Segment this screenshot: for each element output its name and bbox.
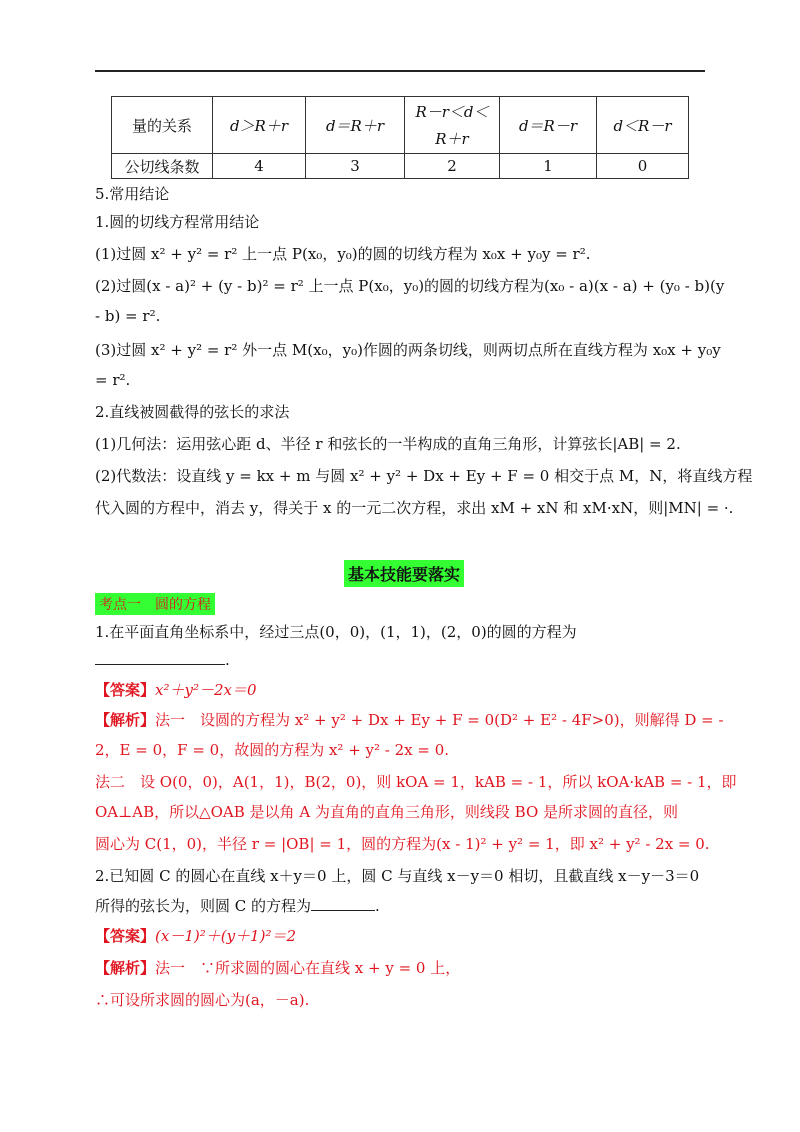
analysis-tag: 【解析】 [95, 711, 156, 729]
table-cell-line: R－r＜d＜ [415, 103, 489, 121]
text-line: 代入圆的方程中，消去 y，得关于 x 的一元二次方程，求出 xM + xN 和 xM·xN，则|MN| = ·. [95, 499, 734, 517]
table-cell-line: R＋r [435, 130, 469, 148]
table-cell: 3 [306, 154, 405, 179]
answer-text: x²＋y²－2x＝0 [155, 681, 257, 699]
analysis-line: OA⊥AB，所以△OAB 是以角 A 为直角的直角三角形，则线段 BO 是所求圆的直径，则 [95, 803, 679, 821]
problem-2-stem: 2.已知圆 C 的圆心在直线 x＋y＝0 上，圆 C 与直线 x－y＝0 相切，且截直线 x－y－3＝0 [95, 867, 700, 885]
heading-common-conclusions: 5.常用结论 [95, 185, 170, 203]
answer-blank [95, 650, 225, 665]
problem-1-analysis [95, 710, 724, 730]
problem-2-answer [95, 926, 296, 946]
table-cell: 量的关系 [112, 97, 213, 154]
table-cell: d＝R－r [500, 97, 597, 154]
problem-1-stem: 1.在平面直角坐标系中，经过三点(0，0)，(1，1)，(2，0)的圆的方程为 [95, 623, 577, 641]
analysis-text: 法一 ∵所求圆的圆心在直线 x + y = 0 上， [155, 959, 461, 977]
topic-tag: 考点一 圆的方程 [95, 593, 215, 615]
text-line: = r². [95, 371, 131, 389]
text-line: - b) = r². [95, 307, 161, 325]
problem-2-stem-line-2 [95, 896, 380, 916]
table-cell: 0 [597, 154, 689, 179]
problem-2-analysis [95, 958, 460, 978]
relation-table [111, 96, 689, 179]
stem-end: . [375, 897, 380, 915]
text-line: (2)过圆(x - a)² + (y - b)² = r² 上一点 P(x₀，y₀)的圆的切线方程为(x₀ - a)(x - a) + (y₀ - b)(y [95, 277, 725, 295]
analysis-line: 法二 设 O(0，0)，A(1，1)，B(2，0)，则 kOA = 1，kAB = - 1，所以 kOA·kAB = - 1，即 [95, 773, 737, 791]
answer-text: (x－1)²＋(y＋1)²＝2 [155, 927, 297, 945]
text-line: (2)代数法：设直线 y = kx + m 与圆 x² + y² + Dx + Ey + F = 0 相交于点 M，N，将直线方程 [95, 467, 753, 485]
section-title: 基本技能要落实 [344, 560, 464, 587]
analysis-line: 圆心为 C(1，0)，半径 r = |OB| = 1，圆的方程为(x - 1)² + y² = 1，即 x² + y² - 2x = 0. [95, 835, 710, 853]
table-cell: 1 [500, 154, 597, 179]
answer-tag: 【答案】 [95, 681, 156, 699]
stem-text: 所得的弦长为，则圆 C 的方程为 [95, 897, 312, 915]
problem-1-answer [95, 680, 257, 700]
analysis-tag: 【解析】 [95, 959, 156, 977]
answer-blank [311, 896, 375, 911]
table-cell: d＜R－r [597, 97, 689, 154]
top-rule [95, 70, 705, 72]
text-line: (1)几何法：运用弦心距 d、半径 r 和弦长的一半构成的直角三角形，计算弦长|AB| = 2. [95, 435, 681, 453]
problem-1-blank-line [95, 650, 230, 670]
table-cell: 4 [213, 154, 306, 179]
stem-end: . [225, 651, 230, 669]
text-line: (3)过圆 x² + y² = r² 外一点 M(x₀，y₀)作圆的两条切线，则两切点所在直线方程为 x₀x + y₀y [95, 341, 721, 359]
table-cell: 公切线条数 [112, 154, 213, 179]
table-cell: 2 [405, 154, 500, 179]
table-cell: d＞R＋r [213, 97, 306, 154]
text-line: (1)过圆 x² + y² = r² 上一点 P(x₀，y₀)的圆的切线方程为 x₀x + y₀y = r². [95, 245, 591, 263]
table-cell: d＝R＋r [306, 97, 405, 154]
answer-tag: 【答案】 [95, 927, 156, 945]
table-cell [405, 97, 500, 154]
analysis-text: 法一 设圆的方程为 x² + y² + Dx + Ey + F = 0(D² + E² - 4F>0)，则解得 D = - [155, 711, 724, 729]
analysis-line: 2，E = 0，F = 0，故圆的方程为 x² + y² - 2x = 0. [95, 741, 450, 759]
heading-chord: 2.直线被圆截得的弦长的求法 [95, 403, 290, 421]
analysis-line: ∴可设所求圆的圆心为(a，－a). [95, 991, 310, 1009]
heading-tangent: 1.圆的切线方程常用结论 [95, 213, 260, 231]
